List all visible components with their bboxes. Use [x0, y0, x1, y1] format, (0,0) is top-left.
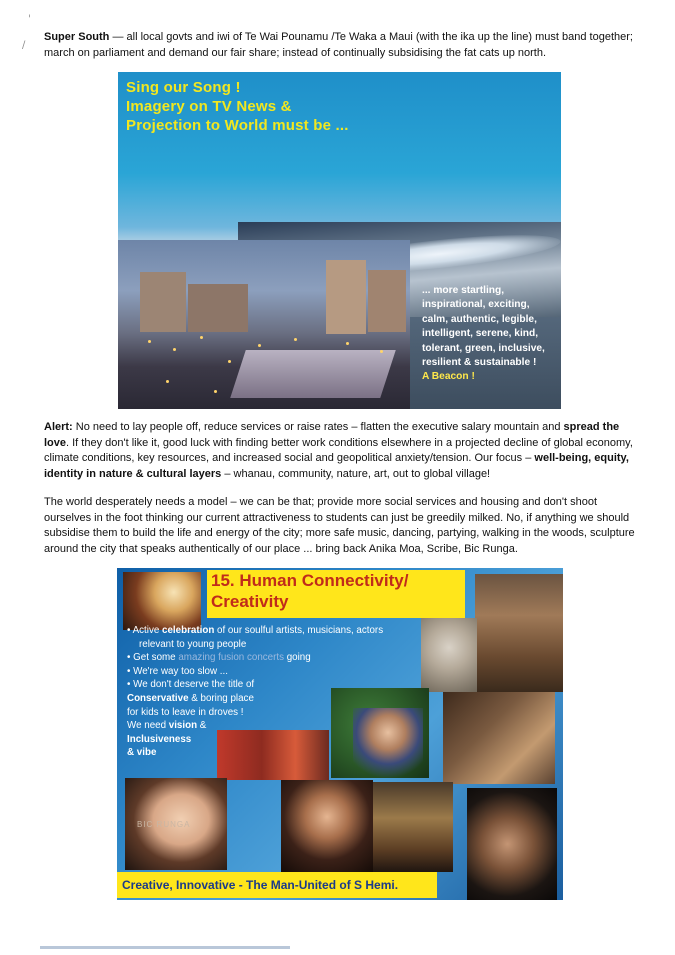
light	[258, 344, 261, 347]
bullet-item: • Get some amazing fusion concerts going	[127, 652, 311, 664]
paragraph-text: The world desperately needs a model – we can be that; provide more social services and housing and don't shoot ourselves in the foot thinking our current attractiveness to students can just be greedily milked. No, if anything we should subsidise them to build the life and energy of the city; more safe music, dancing, partying, walking in the woods, sculpture around the city that speaks authentically of our place ... bring back Anika Moa, Scribe, Bic Runga.	[44, 496, 635, 555]
paragraph-alert	[44, 420, 642, 482]
light	[380, 350, 383, 353]
bullet-text: going	[284, 652, 311, 664]
bullet-text: We don't deserve the title of	[133, 679, 255, 691]
caption-line: intelligent, serene, kind,	[422, 328, 539, 340]
singer-photo	[281, 780, 373, 872]
bullet-text: & boring place	[188, 692, 254, 704]
light	[346, 342, 349, 345]
maori-portrait-photo	[475, 574, 563, 692]
page-bottom-rule	[40, 946, 290, 949]
caption-line: resilient & sustainable !	[422, 357, 537, 369]
slide-title-line: Sing our Song !	[126, 79, 241, 96]
bic-runga-label: BIC RUNGA	[137, 820, 191, 829]
bullet-list	[127, 624, 427, 760]
bullet-text: We need	[127, 720, 169, 732]
building	[188, 284, 248, 332]
caption-beacon: A Beacon !	[422, 371, 475, 383]
bullet-text: We're way too slow ...	[133, 665, 228, 677]
paragraph-world-model	[44, 495, 642, 557]
paragraph-super-south	[44, 30, 642, 61]
bullet-emphasis: & vibe	[127, 747, 157, 759]
bullet-emphasis: Conservative	[127, 692, 189, 704]
bullet-text: Get some	[133, 652, 179, 664]
bullet-line	[127, 733, 427, 747]
light	[200, 336, 203, 339]
violinist-photo	[123, 572, 201, 630]
bullet-item: • We don't deserve the title of	[127, 679, 255, 691]
light	[148, 340, 151, 343]
bullet-emphasis: Inclusiveness	[127, 733, 192, 745]
bullet-item: • We're way too slow ...	[127, 665, 228, 677]
slide-title-line: 15. Human Connectivity/	[211, 571, 409, 590]
slide-human-connectivity	[117, 568, 563, 900]
slide-footer	[117, 872, 437, 898]
slide-title	[126, 78, 349, 135]
historic-portrait-photo	[421, 618, 477, 692]
cathedral-photo	[373, 782, 453, 872]
caption-line: inspirational, exciting,	[422, 299, 530, 311]
slide-title-line: Creativity	[211, 592, 289, 611]
city-night-photo	[118, 240, 410, 409]
slide-caption	[422, 284, 561, 385]
building	[140, 272, 186, 332]
margin-mark: /	[22, 40, 26, 51]
bullet-line	[127, 719, 427, 733]
paragraph-lead: Alert:	[44, 421, 73, 433]
caption-line: calm, authentic, legible,	[422, 313, 537, 325]
bullet-text: &	[197, 720, 207, 732]
light	[228, 360, 231, 363]
rooftop	[230, 350, 396, 398]
slide-title-line: Imagery on TV News &	[126, 98, 292, 115]
bullet-faded-text: amazing fusion concerts	[178, 652, 285, 664]
paragraph-text: . If they don't like it, good luck with finding better work conditions elsewhere in a projected decline of global economy, climate conditions, key resources, and increased social and geopolitical anxiety/tension. Our focus –	[44, 436, 633, 465]
bullet-text: of our soulful artists, musicians, actors	[214, 625, 384, 636]
sculpture-photo	[443, 692, 555, 784]
bullet-line	[127, 746, 427, 760]
bullet-emphasis: vision	[168, 720, 198, 732]
building	[326, 260, 366, 334]
light	[294, 338, 297, 341]
caption-line: tolerant, green, inclusive,	[422, 342, 545, 354]
building	[368, 270, 406, 332]
paragraph-emphasis: well-being, equity, identity in nature & cultural layers	[44, 452, 629, 480]
paragraph-text: No need to lay people off, reduce services or raise rates – flatten the executive salary mountain and	[72, 421, 564, 433]
rapper-photo	[467, 788, 557, 900]
paragraph-text: — all local govts and iwi of Te Wai Pounamu /Te Waka a Maui (with the ika up the line) must band together; march on parliament and demand our fair share; instead of continually subsidising the fat cats up north.	[44, 31, 633, 59]
bullet-continuation: relevant to young people	[139, 638, 247, 650]
light	[214, 390, 217, 393]
slide-sing-our-song	[118, 72, 561, 409]
bullet-line: for kids to leave in droves !	[127, 706, 244, 718]
bullet-emphasis: celebration	[162, 625, 215, 636]
paragraph-lead: Super South	[44, 31, 110, 43]
bullet-text: Active	[132, 625, 163, 636]
caption-line: ... more startling,	[422, 285, 505, 296]
bullet-item: • Active celebration of our soulful artists, musicians, actors	[127, 625, 384, 636]
paragraph-text: – whanau, community, nature, art, out to global village!	[221, 467, 491, 480]
bullet-line	[127, 692, 427, 706]
slide-title-line: Projection to World must be ...	[126, 117, 349, 134]
light	[166, 380, 169, 383]
light	[173, 348, 176, 351]
margin-mark: '	[28, 14, 31, 25]
slide-title	[207, 570, 465, 618]
slide-footer-text: Creative, Innovative - The Man-United of S Hemi.	[122, 878, 399, 892]
paragraph-emphasis: spread the love	[44, 421, 620, 449]
